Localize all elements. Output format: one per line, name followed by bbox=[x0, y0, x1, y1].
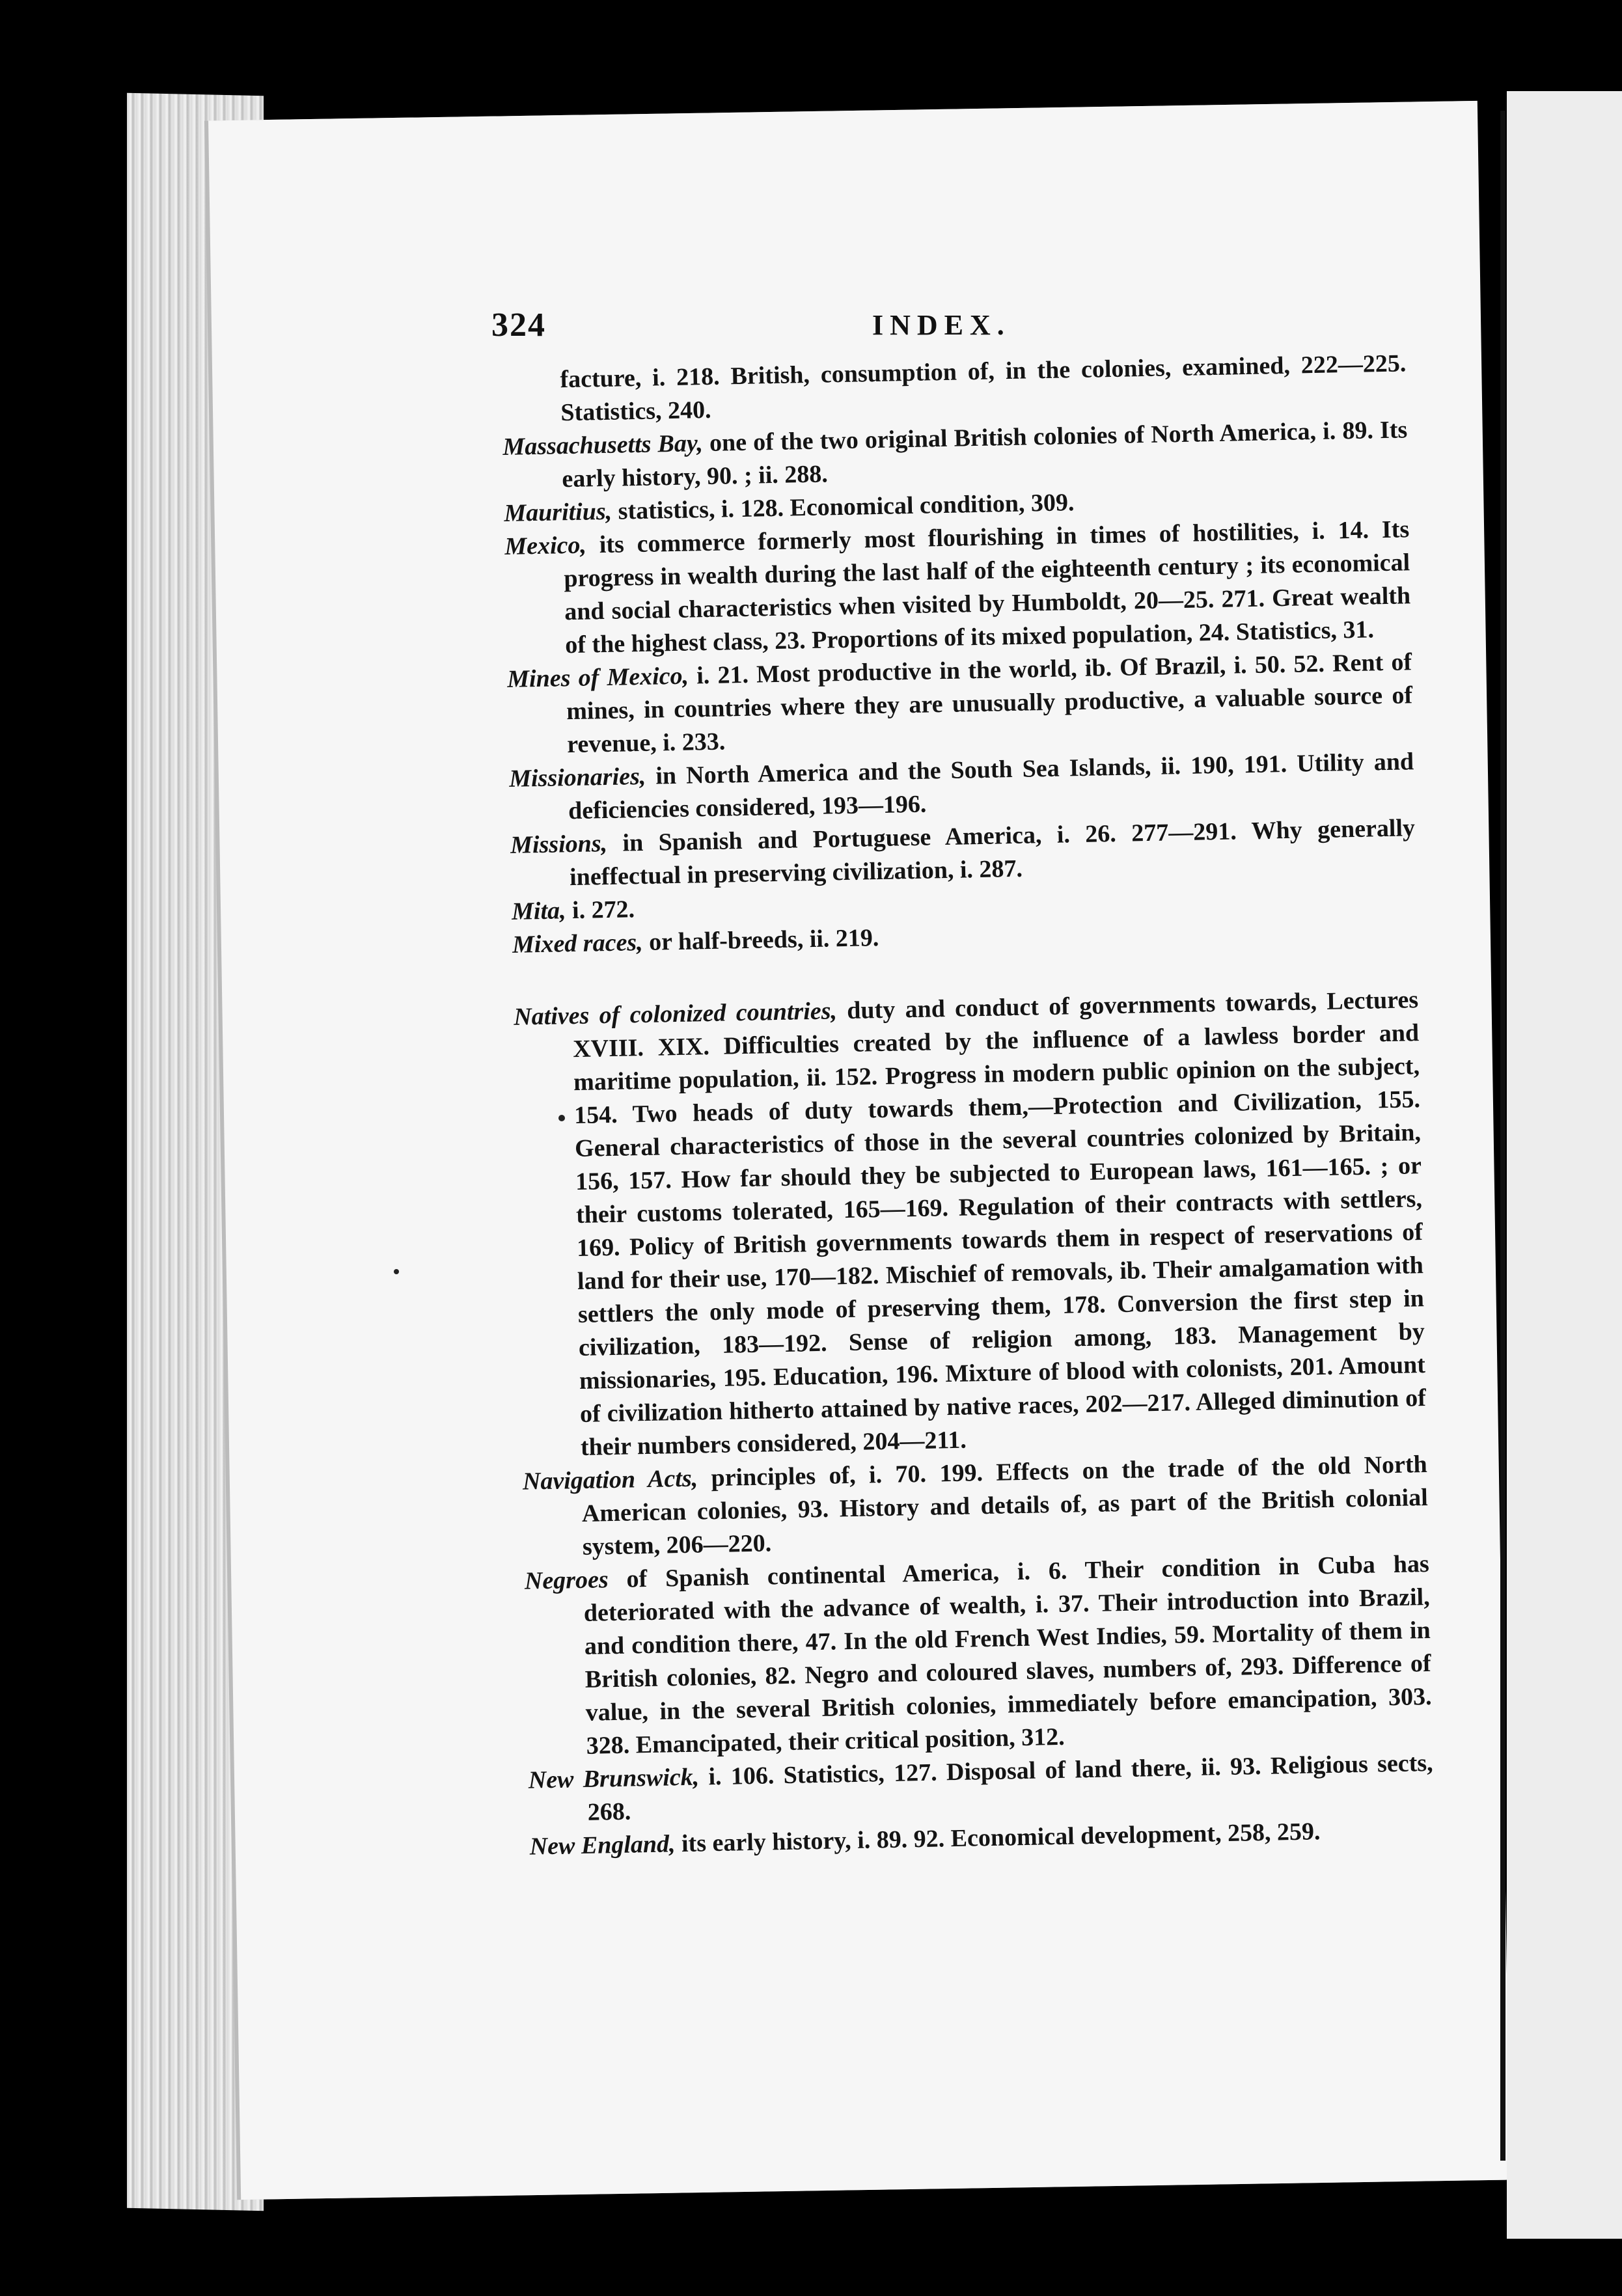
entry-text: principles of, i. 70. 199. Effects on the trade of the old North American colonies, 93. History and details of, as part of the British colonial system, 206—220. bbox=[581, 1451, 1429, 1561]
entry-text: in North America and the South Sea Islands, ii. 190, 191. Utility and deficiencies considered, 193—196. bbox=[568, 748, 1414, 825]
entry-text: in Spanish and Portuguese America, i. 26. 277—291. Why generally ineffectual in preserving civilization, i. 287. bbox=[569, 814, 1416, 892]
entry-head: Mixed races, bbox=[512, 928, 644, 959]
ink-speck bbox=[394, 1269, 399, 1274]
index-entry bbox=[507, 646, 1414, 763]
entry-head: Natives of colonized countries, bbox=[513, 997, 838, 1031]
entry-text: one of the two original British colonies of North America, i. 89. Its early history, 90. ; ii. 288. bbox=[561, 416, 1408, 493]
entry-head: Mauritius, bbox=[503, 497, 612, 527]
entry-head: Missionaries, bbox=[508, 762, 646, 793]
gutter-shadow bbox=[1500, 111, 1505, 2161]
entry-text: its commerce formerly most flourishing in times of hostilities, i. 14. Its progress in wealth during the last half of the eighteenth century ; its economical and social characteristics when visited by Humboldt, 20—25. 271. Great wealth of the highest class, 23. Proportions of its mixed population, 24. Statistics, 31. bbox=[563, 515, 1411, 659]
facing-page bbox=[1507, 91, 1622, 2239]
entry-head: Mita, bbox=[511, 897, 566, 925]
entry-text: or half-breeds, ii. 219. bbox=[648, 924, 879, 956]
entry-text: facture, i. 218. British, consumption of, in the colonies, examined, 222—225. Statistics, 240. bbox=[560, 349, 1407, 427]
index-entry bbox=[504, 513, 1412, 663]
index-entry bbox=[522, 1448, 1429, 1565]
entry-text: statistics, i. 128. Economical condition, 309. bbox=[618, 489, 1075, 525]
page-number: 324 bbox=[491, 307, 546, 344]
ink-speck bbox=[558, 1115, 565, 1121]
entry-head: Navigation Acts, bbox=[522, 1464, 698, 1496]
entry-text: of Spanish continental America, i. 6. Their condition in Cuba has deteriorated with the advance of wealth, i. 37. Their introduction into Brazil, and condition there, 47. In the old French West Indies, 59. Mortality of them in British colonies, 82. Negro and coloured slaves, numbers of, 293. Difference of value, in the several British colonies, immediately before emancipation, 303. 328. Emancipated, their critical position, 312. bbox=[583, 1550, 1432, 1760]
entry-text: i. 272. bbox=[571, 895, 635, 925]
entry-text: i. 106. Statistics, 127. Disposal of land there, ii. 93. Religious sects, 268. bbox=[587, 1749, 1433, 1826]
entry-head: Missions, bbox=[510, 830, 608, 859]
entry-head: Mexico, bbox=[504, 531, 587, 560]
entry-text: its early history, i. 89. 92. Economical development, 258, 259. bbox=[681, 1818, 1321, 1858]
running-head: INDEX. bbox=[872, 309, 1011, 341]
entry-head: Negroes bbox=[524, 1566, 609, 1595]
index-entry bbox=[524, 1548, 1433, 1764]
entry-head: Massachusetts Bay, bbox=[502, 430, 704, 461]
entry-head: New Brunswick, bbox=[528, 1763, 700, 1794]
entry-text: i. 21. Most productive in the world, ib. Of Brazil, i. 50. 52. Rent of mines, in countries where they are unusually productive, a valuable source of revenue, i. 233. bbox=[566, 648, 1413, 759]
entry-head: New England, bbox=[529, 1830, 676, 1861]
index-entry bbox=[514, 983, 1427, 1466]
entry-text: duty and conduct of governments towards, Lectures XVIII. XIX. Difficulties created by the influence of a lawless border and maritime population, ii. 152. Progress in modern public opinion on the subject, 154. Two heads of duty towards them,—Protection and Civilization, 155. General characteristics of those in the several countries colonized by Britain, 156, 157. How far should they be subjected to European laws, 161—165. ; or their customs tolerated, 165—169. Regulation of their contracts with settlers, 169. Policy of British governments towards them in respect of reservations of land for their use, 170—182. Mischief of removals, ib. Their amalgamation with settlers the only mode of preserving them, 178. Conversion the first step in civilization, 183—192. Sense of religion among, 183. Management by missionaries, 195. Education, 196. Mixture of blood with colonists, 201. Amount of civilization hitherto attained by native races, 202—217. Alleged diminution of their numbers considered, 204—211. bbox=[572, 986, 1427, 1461]
entry-head: Mines of Mexico, bbox=[506, 662, 689, 693]
index-entries bbox=[501, 347, 1435, 1863]
